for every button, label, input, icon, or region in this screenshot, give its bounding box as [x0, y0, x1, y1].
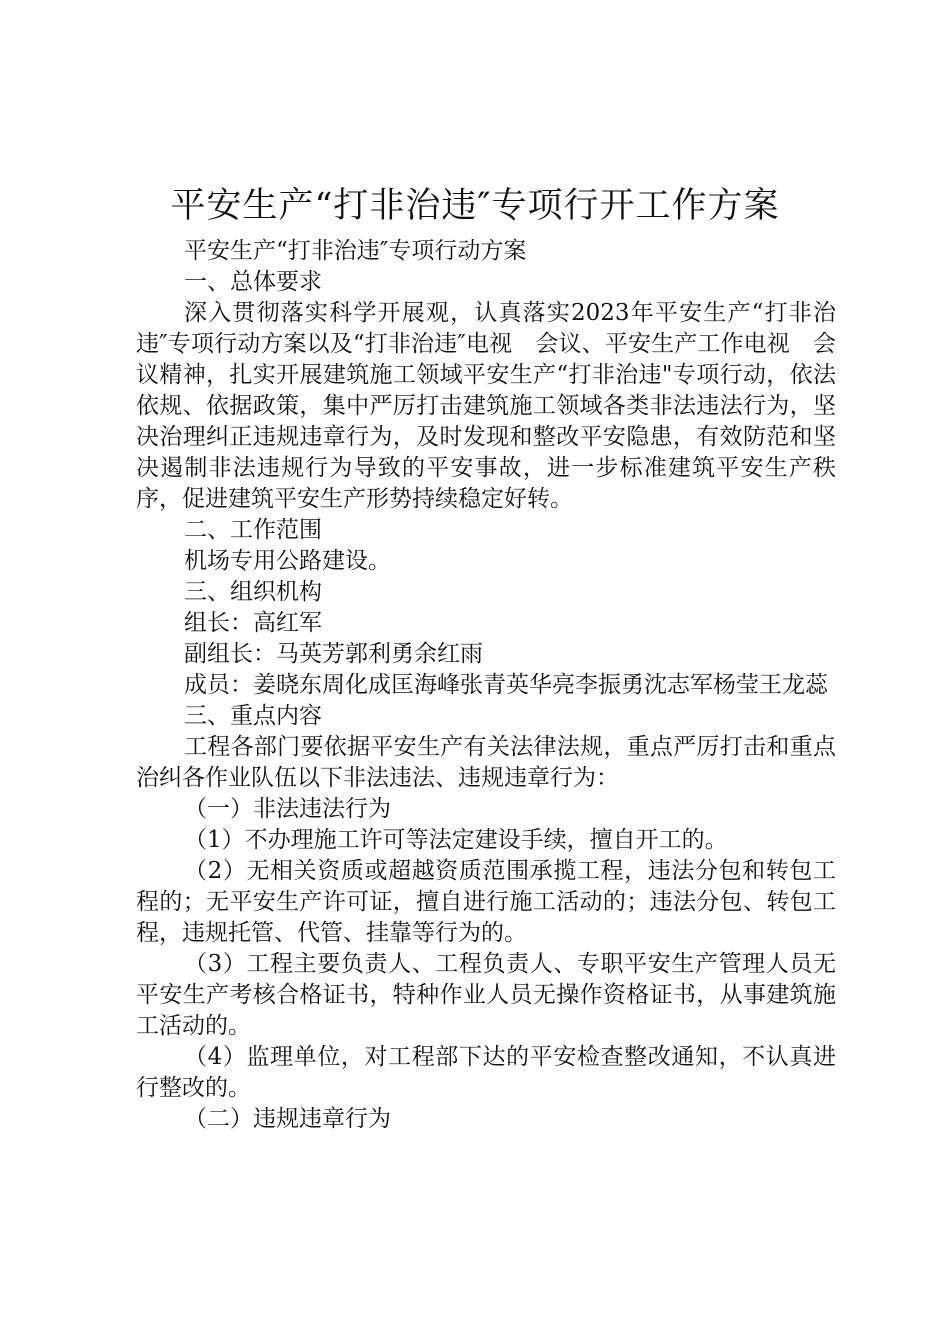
section-heading: 三、组织机构: [184, 579, 322, 605]
paragraph: 深入贯彻落实科学开展观，认真落实2023年平安生产“打非治违″专项行动方案以及“打非治违″电视 会议、平安生产工作电视 会议精神，扎实开展建筑施工领域平安生产“打非治违"专项行动，依法依规、依据政策，集中严厉打击建筑施工领域各类非法违法行为，坚决治理纠正违规违章行为，及时发现和整改平安隐患，有效防范和坚决遏制非法违规行为导致的平安事故，进一步标准建筑平安生产秩序，促进建筑平安生产形势持续稳定好转。: [136, 300, 836, 512]
paragraph: 组长：高红军: [184, 610, 322, 636]
list-item: （2）无相关资质或超越资质范围承揽工程，违法分包和转包工程的；无平安生产许可证，擅自进行施工活动的；违法分包、转包工程，违规托管、代管、挂靠等行为的。: [136, 858, 836, 946]
subsection-heading: （一）非法违法行为: [184, 796, 391, 822]
subtitle: 平安生产“打非治违″专项行动方案: [184, 238, 527, 264]
paragraph: 成员：姜晓东周化成匡海峰张青英华亮李振勇沈志军杨莹王龙蕊: [184, 672, 828, 698]
paragraph: 工程各部门要依据平安生产有关法律法规，重点严厉打击和重点治纠各作业队伍以下非法违法、违规违章行为：: [136, 734, 836, 791]
paragraph: 副组长：马英芳郭利勇余红雨: [184, 641, 483, 667]
section-heading: 二、工作范围: [184, 517, 322, 543]
list-item: （3）工程主要负责人、工程负责人、专职平安生产管理人员无平安生产考核合格证书，特种作业人员无操作资格证书，从事建筑施工活动的。: [136, 951, 836, 1039]
list-item: （4）监理单位，对工程部下达的平安检查整改通知，不认真进行整改的。: [136, 1044, 836, 1101]
paragraph: 机场专用公路建设。: [184, 548, 391, 574]
list-item: （1）不办理施工许可等法定建设手续，擅自开工的。: [184, 827, 728, 853]
document-title: 平安生产“打非治违″专项行开工作方案: [170, 186, 780, 226]
subsection-heading: （二）违规违章行为: [184, 1106, 391, 1132]
document-body: [136, 236, 836, 1135]
section-heading: 三、重点内容: [184, 703, 322, 729]
section-heading: 一、总体要求: [184, 269, 322, 295]
